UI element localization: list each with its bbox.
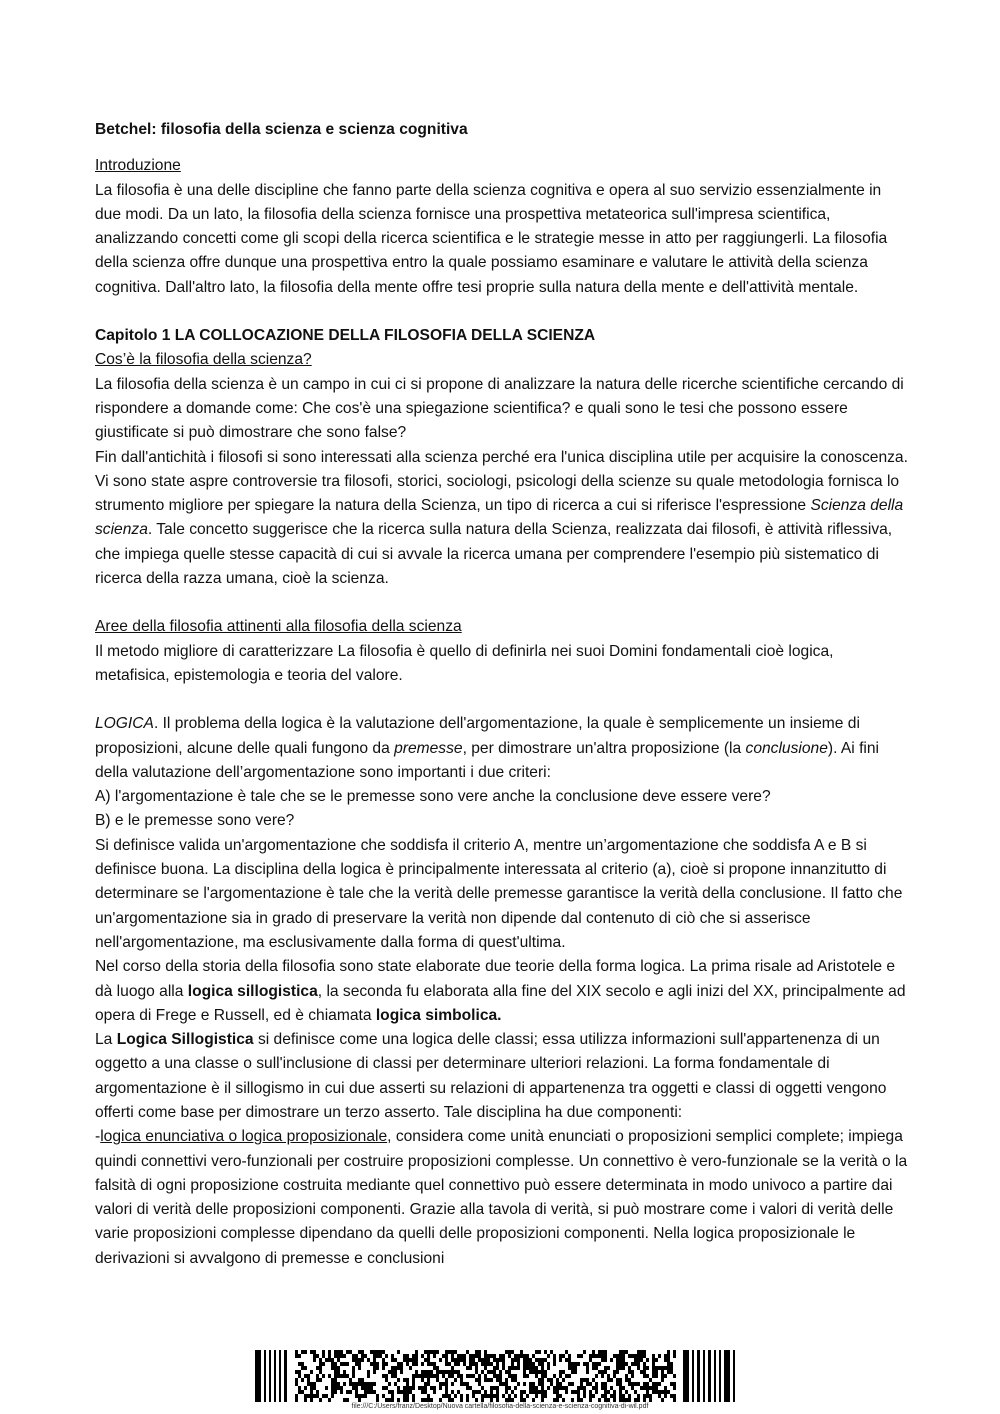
chapter-paragraph-1: La filosofia della scienza è un campo in cui ci si propone di analizzare la natura delle ricerche scientifiche cercando di rispondere a domande come: Che cos'è una spiegazione scientifica? e quali sono le tesi che possono essere giustificate si può dimostrare che sono false? — [95, 375, 904, 442]
chapter-paragraph-2 — [95, 446, 910, 592]
underlined-logica-enunciativa: logica enunciativa o logica proposizionale — [100, 1128, 388, 1146]
bold-logica-simbolica: logica simbolica. — [375, 1006, 502, 1024]
text-span: si definisce come una logica delle classi; essa utilizza informazioni sull'appartenenza di un oggetto a una classe o sull'inclusione di classi per determinare ulteriori relazioni. La forma fondamentale di argomentazione è il sillogismo in cui due asserti su relazioni di appartenenza tra oggetti e classi di oggetti vengono offerti come base per dimostrare un terzo asserto. Tale disciplina ha due componenti: — [95, 1031, 887, 1121]
criterion-b: B) e le premesse sono vere? — [95, 812, 295, 830]
text-span: . Il problema della logica è la valutazione dell'argomentazione, la quale è semplicemente un insieme di proposizioni, alcune delle quali fungono da — [95, 715, 860, 757]
areas-paragraph: Il metodo migliore di caratterizzare La filosofia è quello di definirla nei suoi Domini fondamentali cioè logica, metafisica, epistemologia e teoria del valore. — [95, 642, 834, 684]
text-span: ). Ai fini della valutazione dell’argomentazione sono importanti i due criteri: — [95, 739, 880, 781]
criterion-a: A) l'argomentazione è tale che se le premesse sono vere anche la conclusione deve essere vere? — [95, 788, 771, 806]
chapter-subheading: Cos’è la filosofia della scienza? — [95, 351, 312, 369]
bold-logica-sillogistica-term: Logica Sillogistica — [116, 1031, 254, 1049]
text-span: , per dimostrare un'altra proposizione (la — [462, 739, 746, 757]
logic-paragraph-1 — [95, 712, 910, 785]
logic-paragraph-5 — [95, 1125, 910, 1271]
text-span: Nel corso della storia della filosofia sono state elaborate due teorie della forma logica. La prima risale ad Aristotele e dà luogo alla — [95, 958, 896, 1000]
intro-paragraph: La filosofia è una delle discipline che fanno parte della scienza cognitiva e opera al suo servizio essenzialmente in due modi. Da un lato, la filosofia della scienza fornisce una prospettiva metateorica sull'impresa scientifica, analizzando concetti come gli scopi della ricerca scientifica e le strategie messe in atto per raggiungerli. La filosofia della scienza offre dunque una prospettiva entro la quale possiamo esaminare e valutare le attività della scienza cognitiva. Dall'altro lato, la filosofia della mente offre tesi proprie sulla natura della mente e dell'attività mentale. — [95, 181, 888, 296]
areas-heading: Aree della filosofia attinenti alla filosofia della scienza — [95, 618, 462, 636]
chapter-heading: Capitolo 1 LA COLLOCAZIONE DELLA FILOSOFIA DELLA SCIENZA — [95, 327, 596, 345]
spacer — [95, 591, 910, 615]
bold-logica-sillogistica: logica sillogistica — [187, 982, 318, 1000]
emphasis-scienza-della-scienza: Scienza della scienza — [95, 497, 904, 539]
text-span: , considera come unità enunciati o proposizioni semplici complete; impiega quindi connettivi vero-funzionali per costruire proposizioni complesse. Un connettivo è vero-funzionale se la verità o la falsità di ogni proposizione costruita mediante quel connettivo può essere determinata in modo univoco a partire dai valori di verità delle proposizioni componenti. Grazie alla tavola di verità, si può mostrare come i valori di verità delle varie proposizioni complesse dipendano da quelli delle proposizioni componenti. Nella logica proposizionale le derivazioni si avvalgono di premesse e conclusioni — [95, 1128, 908, 1267]
text-span: , la seconda fu elaborata alla fine del XIX secolo e agli inizi del XX, principalmente ad opera di Frege e Russell, ed è chiamata — [95, 982, 906, 1024]
logic-paragraph-2: Si definisce valida un'argomentazione che soddisfa il criterio A, mentre un’argomentazione che soddisfa A e B si definisce buona. La disciplina della logica è principalmente interessata al criterio (a), cioè si propone innanzitutto di determinare se l'argomentazione è tale che la verità delle premesse garantisce la verità della conclusione. Il fatto che un'argomentazione sia in grado di preservare la verità non dipende dal contenuto di ciò che si asserisce nell'argomentazione, ma esclusivamente dalla forma di quest'ultima. — [95, 836, 903, 951]
emphasis-conclusione: conclusione — [745, 739, 828, 757]
intro-heading: Introduzione — [95, 157, 181, 175]
spacer — [95, 300, 910, 324]
logic-label: LOGICA — [95, 715, 154, 733]
logic-paragraph-4 — [95, 1028, 910, 1125]
text-span: La — [95, 1031, 117, 1049]
text-span: . Tale concetto suggerisce che la ricerca sulla natura della Scienza, realizzata dai filosofi, è attività riflessiva, che impiega quelle stesse capacità di cui si avvale la ricerca umana per comprendere l'esempio più sistematico di ricerca della razza umana, cioè la scienza. — [95, 521, 893, 588]
footer-path: file:///C:/Users/franz/Desktop/Nuova cartella/filosofia-della-scienza-e-scienza-cognitiva-di-wil.pdf — [351, 1403, 649, 1410]
emphasis-premesse: premesse — [394, 739, 463, 757]
spacer — [95, 688, 910, 712]
document-title: Betchel: filosofia della scienza e scienza cognitiva — [95, 121, 468, 138]
logic-paragraph-3 — [95, 955, 910, 1028]
document-body — [95, 118, 910, 1271]
barcode-icon — [255, 1350, 737, 1402]
text-span: - — [95, 1128, 101, 1146]
text-span: Fin dall'antichità i filosofi si sono interessati alla scienza perché era l'unica disciplina utile per acquisire la conoscenza. Vi sono state aspre controversie tra filosofi, storici, sociologi, psicologi della scienze su quale metodologia fornisca lo strumento migliore per spiegare la natura della Scienza, un tipo di ricerca a cui si riferisce l'espressione — [95, 448, 908, 515]
